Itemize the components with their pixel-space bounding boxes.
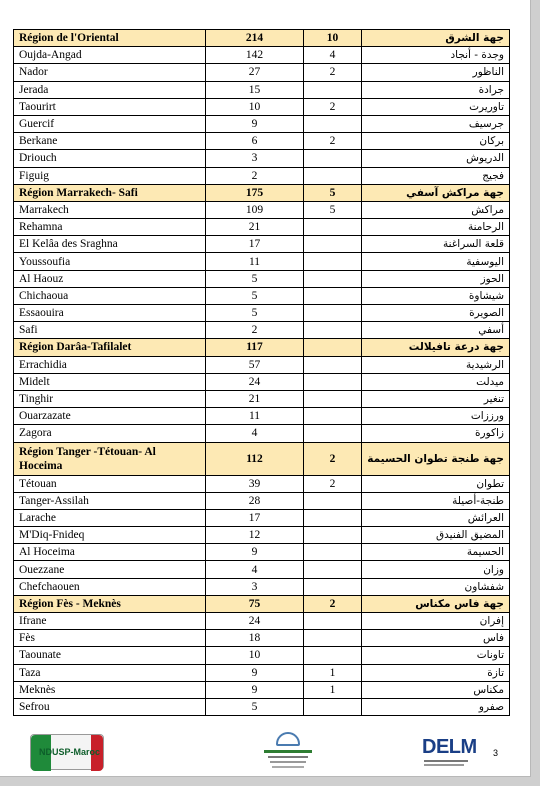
count-cell: 21 [206,390,304,407]
fr-name-cell: Driouch [14,150,206,167]
table-row [14,390,510,407]
fr-name-cell: Berkane [14,133,206,150]
table-row [14,167,510,184]
secondary-count-cell [304,544,362,561]
cases-table [13,29,510,716]
ndusp-logo [30,734,104,770]
secondary-count-cell: 2 [304,442,362,475]
table-row [14,527,510,544]
count-cell: 9 [206,664,304,681]
fr-name-cell: Meknès [14,681,206,698]
secondary-count-cell: 2 [304,98,362,115]
fr-name-cell: Région de l'Oriental [14,30,206,47]
table-row [14,253,510,270]
fr-name-cell: Figuig [14,167,206,184]
page-number: 3 [493,748,499,758]
ar-name-cell: تاوريرت [362,98,510,115]
secondary-count-cell: 1 [304,681,362,698]
ar-name-cell: الحوز [362,270,510,287]
count-cell: 6 [206,133,304,150]
secondary-count-cell [304,253,362,270]
ar-name-cell: إفران [362,613,510,630]
table-row [14,561,510,578]
count-cell: 12 [206,527,304,544]
count-cell: 24 [206,613,304,630]
ar-name-cell: العرائش [362,509,510,526]
fr-name-cell: Al Hoceima [14,544,206,561]
ar-name-cell: جهة فاس مكناس [362,595,510,612]
ar-name-cell: فجيج [362,167,510,184]
ministry-logo-line [268,756,308,758]
secondary-count-cell [304,219,362,236]
ar-name-cell: تطوان [362,475,510,492]
fr-name-cell: Taourirt [14,98,206,115]
secondary-count-cell [304,287,362,304]
delm-logo-line [424,760,468,762]
count-cell: 28 [206,492,304,509]
fr-name-cell: El Kelâa des Sraghna [14,236,206,253]
fr-name-cell: Tanger-Assilah [14,492,206,509]
count-cell: 9 [206,115,304,132]
ar-name-cell: المضيق الفنيدق [362,527,510,544]
fr-name-cell: Région Marrakech- Safi [14,184,206,201]
fr-name-cell: Guercif [14,115,206,132]
secondary-count-cell [304,150,362,167]
ar-name-cell: وجدة - أنجاد [362,47,510,64]
ministry-logo-bar [264,750,312,753]
region-row [14,442,510,475]
ar-name-cell: شيشاوة [362,287,510,304]
secondary-count-cell [304,527,362,544]
table-row [14,544,510,561]
fr-name-cell: Région Tanger -Tétouan- Al Hoceima [14,442,206,475]
secondary-count-cell [304,81,362,98]
secondary-count-cell [304,115,362,132]
count-cell: 21 [206,219,304,236]
secondary-count-cell [304,578,362,595]
delm-logo-line [424,764,464,766]
ar-name-cell: الرشيدية [362,356,510,373]
count-cell: 9 [206,544,304,561]
ar-name-cell: مراكش [362,201,510,218]
table-row [14,356,510,373]
count-cell: 4 [206,425,304,442]
secondary-count-cell [304,339,362,356]
ar-name-cell: بركان [362,133,510,150]
ministry-logo-line [270,761,306,763]
count-cell: 4 [206,561,304,578]
table-row [14,219,510,236]
table-row [14,408,510,425]
fr-name-cell: Safi [14,322,206,339]
count-cell: 142 [206,47,304,64]
count-cell: 10 [206,98,304,115]
table-row [14,425,510,442]
ar-name-cell: الصويرة [362,305,510,322]
count-cell: 15 [206,81,304,98]
fr-name-cell: Sefrou [14,698,206,715]
fr-name-cell: Taza [14,664,206,681]
ar-name-cell: صفرو [362,698,510,715]
ministry-emblem-icon [276,732,300,746]
fr-name-cell: Rehamna [14,219,206,236]
table-row [14,64,510,81]
table-row [14,322,510,339]
table-row [14,81,510,98]
region-row [14,30,510,47]
count-cell: 117 [206,339,304,356]
ar-name-cell: زاكورة [362,425,510,442]
ar-name-cell: تاونات [362,647,510,664]
table-row [14,373,510,390]
secondary-count-cell: 5 [304,201,362,218]
secondary-count-cell [304,425,362,442]
count-cell: 9 [206,681,304,698]
table-row [14,578,510,595]
secondary-count-cell: 4 [304,47,362,64]
count-cell: 5 [206,270,304,287]
secondary-count-cell: 2 [304,64,362,81]
count-cell: 24 [206,373,304,390]
secondary-count-cell [304,647,362,664]
fr-name-cell: Youssoufia [14,253,206,270]
ministry-logo [264,732,312,772]
count-cell: 214 [206,30,304,47]
region-row [14,595,510,612]
count-cell: 3 [206,578,304,595]
fr-name-cell: Al Haouz [14,270,206,287]
count-cell: 3 [206,150,304,167]
ar-name-cell: جرسيف [362,115,510,132]
fr-name-cell: Ifrane [14,613,206,630]
secondary-count-cell [304,630,362,647]
count-cell: 75 [206,595,304,612]
fr-name-cell: Jerada [14,81,206,98]
secondary-count-cell [304,373,362,390]
count-cell: 11 [206,408,304,425]
ar-name-cell: الدريوش [362,150,510,167]
secondary-count-cell [304,167,362,184]
ar-name-cell: جهة مراكش آسفي [362,184,510,201]
fr-name-cell: M'Diq-Fnideq [14,527,206,544]
fr-name-cell: Chichaoua [14,287,206,304]
count-cell: 5 [206,698,304,715]
ar-name-cell: جهة طنجة تطوان الحسيمة [362,442,510,475]
fr-name-cell: Nador [14,64,206,81]
table-row [14,236,510,253]
ndusp-logo-text: NDUSP-Maroc [39,747,101,757]
table-row [14,115,510,132]
ar-name-cell: قلعة السراغنة [362,236,510,253]
secondary-count-cell [304,698,362,715]
ar-name-cell: ميدلت [362,373,510,390]
table-row [14,201,510,218]
fr-name-cell: Région Fès - Meknès [14,595,206,612]
fr-name-cell: Larache [14,509,206,526]
delm-logo-text: DELM [422,736,477,758]
secondary-count-cell: 2 [304,595,362,612]
secondary-count-cell [304,408,362,425]
count-cell: 17 [206,509,304,526]
fr-name-cell: Région Darâa-Tafilalet [14,339,206,356]
fr-name-cell: Errachidia [14,356,206,373]
fr-name-cell: Taounate [14,647,206,664]
count-cell: 5 [206,287,304,304]
ar-name-cell: طنجة-أصيلة [362,492,510,509]
count-cell: 112 [206,442,304,475]
ministry-logo-line [272,766,304,768]
ar-name-cell: شفشاون [362,578,510,595]
fr-name-cell: Ouezzane [14,561,206,578]
secondary-count-cell [304,236,362,253]
ar-name-cell: تازة [362,664,510,681]
table-row [14,475,510,492]
secondary-count-cell [304,356,362,373]
secondary-count-cell: 10 [304,30,362,47]
fr-name-cell: Fès [14,630,206,647]
count-cell: 10 [206,647,304,664]
ar-name-cell: الناظور [362,64,510,81]
table-row [14,509,510,526]
fr-name-cell: Midelt [14,373,206,390]
count-cell: 175 [206,184,304,201]
secondary-count-cell: 2 [304,475,362,492]
secondary-count-cell: 2 [304,133,362,150]
fr-name-cell: Marrakech [14,201,206,218]
table-row [14,150,510,167]
fr-name-cell: Tinghir [14,390,206,407]
fr-name-cell: Ouarzazate [14,408,206,425]
count-cell: 2 [206,167,304,184]
ar-name-cell: اليوسفية [362,253,510,270]
ar-name-cell: جهة درعة تافيلالت [362,339,510,356]
secondary-count-cell [304,270,362,287]
table-row [14,681,510,698]
page-footer [0,728,530,776]
count-cell: 18 [206,630,304,647]
ar-name-cell: أسفي [362,322,510,339]
table-row [14,630,510,647]
table-row [14,647,510,664]
table-row [14,698,510,715]
count-cell: 27 [206,64,304,81]
secondary-count-cell [304,613,362,630]
delm-logo [422,736,477,772]
ar-name-cell: الحسيمة [362,544,510,561]
count-cell: 39 [206,475,304,492]
count-cell: 17 [206,236,304,253]
count-cell: 5 [206,305,304,322]
region-row [14,184,510,201]
count-cell: 109 [206,201,304,218]
region-row [14,339,510,356]
ar-name-cell: جهة الشرق [362,30,510,47]
secondary-count-cell [304,322,362,339]
cases-table-body [14,30,510,716]
table-row [14,664,510,681]
table-row [14,613,510,630]
table-row [14,270,510,287]
ar-name-cell: وزان [362,561,510,578]
table-row [14,305,510,322]
ar-name-cell: فاس [362,630,510,647]
secondary-count-cell: 1 [304,664,362,681]
ar-name-cell: ورززات [362,408,510,425]
ar-name-cell: تنغير [362,390,510,407]
count-cell: 2 [206,322,304,339]
ar-name-cell: الرحامنة [362,219,510,236]
table-row [14,98,510,115]
fr-name-cell: Oujda-Angad [14,47,206,64]
fr-name-cell: Essaouira [14,305,206,322]
fr-name-cell: Zagora [14,425,206,442]
secondary-count-cell [304,390,362,407]
secondary-count-cell [304,509,362,526]
secondary-count-cell: 5 [304,184,362,201]
secondary-count-cell [304,305,362,322]
table-row [14,287,510,304]
secondary-count-cell [304,561,362,578]
ar-name-cell: مكناس [362,681,510,698]
table-row [14,133,510,150]
ar-name-cell: جرادة [362,81,510,98]
count-cell: 11 [206,253,304,270]
fr-name-cell: Tétouan [14,475,206,492]
fr-name-cell: Chefchaouen [14,578,206,595]
count-cell: 57 [206,356,304,373]
secondary-count-cell [304,492,362,509]
table-row [14,47,510,64]
table-row [14,492,510,509]
